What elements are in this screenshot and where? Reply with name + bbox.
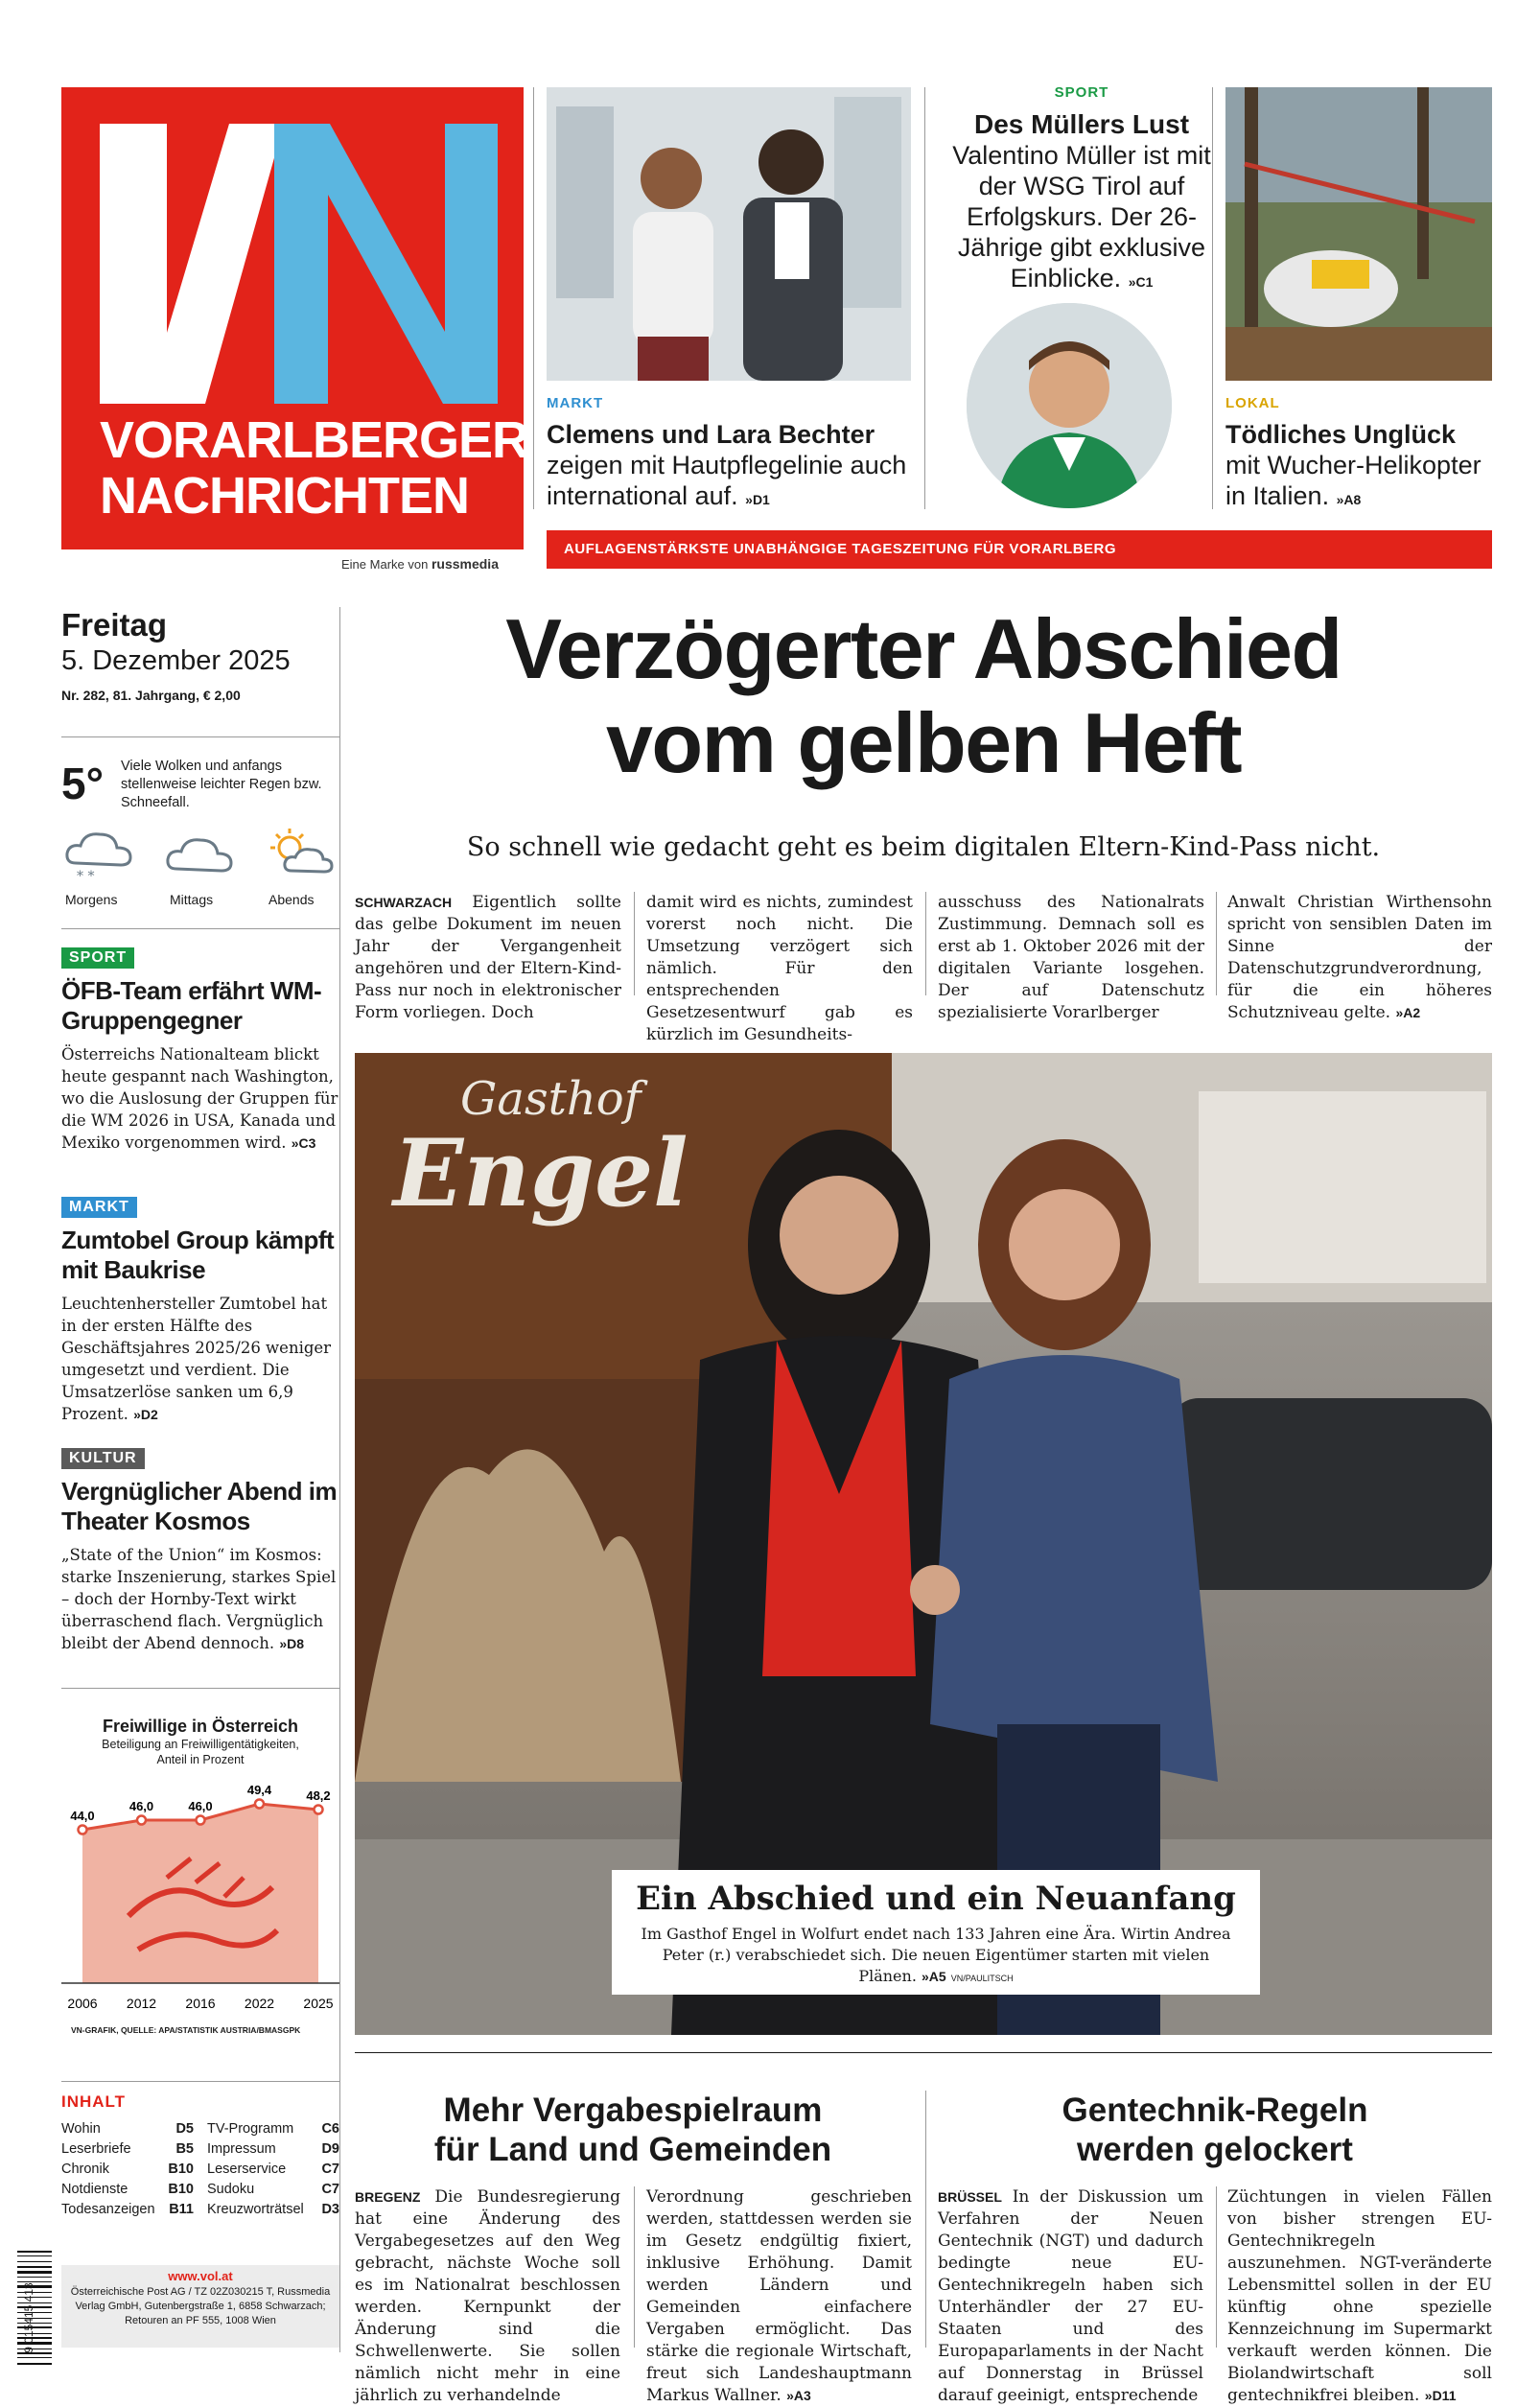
- lead-col-1: [355, 892, 621, 1024]
- bottom-right-col-1: [938, 2186, 1203, 2407]
- photo-caption-title: Ein Abschied und ein Neuanfang: [636, 1880, 1236, 1918]
- sidebar-story-kultur[interactable]: [61, 1448, 339, 1655]
- kultur-divider: [61, 1688, 339, 1689]
- teaser-lokal[interactable]: [1225, 395, 1494, 515]
- teaser-markt-body: zeigen mit Hautpflegelinie auch international auf.: [547, 451, 907, 510]
- teaser-sport-portrait[interactable]: [967, 303, 1172, 508]
- chart-subtitle: Beteiligung an Freiwilligentätigkeiten, Anteil in Prozent: [102, 1738, 299, 1766]
- tagline-text: AUFLAGENSTÄRKSTE UNABHÄNGIGE TAGESZEITUNG FÜR VORARLBERG: [564, 541, 1117, 557]
- sun-cloud-icon: [263, 827, 339, 884]
- bottom-left-headline[interactable]: [355, 2091, 911, 2169]
- teaser-lokal-ref[interactable]: »A8: [1336, 492, 1362, 507]
- chart-x-tick: 2022: [244, 1996, 275, 2011]
- date: 5. Dezember 2025: [61, 645, 291, 676]
- inhalt-item-page: C6: [321, 2121, 339, 2137]
- bottom-right-headline[interactable]: [938, 2091, 1492, 2169]
- people-photo-icon: [547, 87, 911, 381]
- lead-headline[interactable]: [355, 602, 1492, 790]
- chart-title: Freiwillige in Österreich: [102, 1717, 299, 1736]
- lead-headline-line2: vom gelben Heft: [605, 695, 1242, 790]
- bottom-left-dateline: BREGENZ: [355, 2189, 421, 2205]
- teaser-markt-title: Clemens und Lara Bechter: [547, 420, 875, 449]
- photo-credit: VN/PAULITSCH: [950, 1974, 1014, 1983]
- sidebar-body-kultur: „State of the Union“ im Kosmos: starke Inszenierung, starkes Spiel – doch der Hornby-Text wirkt überraschend flach. Vergnüglich bleibt der Abend dennoch.: [61, 1546, 337, 1652]
- teaser-sport[interactable]: [938, 84, 1225, 297]
- teaser-sport-ref[interactable]: »C1: [1128, 274, 1154, 290]
- imprint-box: [61, 2265, 339, 2348]
- chart-source: VN-GRAFIK, QUELLE: APA/STATISTIK AUSTRIA/BMASGPK: [71, 2025, 301, 2035]
- teaser-lokal-tag: LOKAL: [1225, 395, 1280, 411]
- weather-description: Viele Wolken und anfangs stellenweise leichter Regen bzw. Schneefall.: [121, 759, 322, 810]
- teaser-lokal-body: mit Wucher-Helikopter in Italien.: [1225, 451, 1482, 510]
- bottom-left-col-2-text: Verordnung geschrieben werden, stattdessen werden sie im Gesetz endgültig fixiert, inklusive Erhöhung. Damit werden Ländern und Gemeinden einfachere Vergaben ermöglicht. Das stärke die regionale Wirtschaft, freut sich Landeshauptmann Markus Wallner.: [646, 2187, 912, 2405]
- teaser-sport-text: [938, 140, 1225, 297]
- sidebar-text-sport: [61, 1043, 339, 1155]
- sidebar-story-sport[interactable]: [61, 947, 339, 1155]
- lead-col-1-text: Eigentlich sollte das gelbe Dokument im neuen Jahr der Vergangenheit angehören und der Eltern-Kind-Pass nur noch in elektronischer Form vorliegen. Doch: [355, 893, 621, 1022]
- masthead-logo[interactable]: [61, 87, 529, 549]
- weekday: Freitag: [61, 607, 168, 643]
- inhalt-item-label: Notdienste: [61, 2182, 128, 2197]
- issue-info: Nr. 282, 81. Jahrgang, € 2,00: [61, 688, 241, 703]
- inhalt-item-page: B10: [168, 2162, 194, 2177]
- teaser-markt[interactable]: [547, 395, 911, 515]
- sidebar-ref-markt[interactable]: »D2: [133, 1407, 158, 1422]
- inhalt-item[interactable]: [61, 2160, 194, 2180]
- lead-col-divider-2: [925, 892, 926, 995]
- sign-text: [393, 1072, 738, 1227]
- chart-divider: [61, 2081, 339, 2082]
- inhalt-left-list: [61, 2119, 194, 2220]
- chart-data-label: 46,0: [188, 1799, 213, 1813]
- bottom-right-col-2-text: Züchtungen in vielen Fällen von bisher strengen EU-Gentechnikregeln auszunehmen. NGT-veränderte Lebensmittel sollen in der EU künftig ohne spezielle Kennzeichnung im Supermarkt verkauft werden können. Die Biolandwirtschaft soll gentechnikfrei bleiben.: [1227, 2187, 1492, 2405]
- inhalt-item[interactable]: [207, 2119, 339, 2139]
- inhalt-item-label: Leserbriefe: [61, 2141, 131, 2157]
- chart-data-label: 46,0: [128, 1799, 154, 1813]
- photo-bottom-divider: [355, 2052, 1492, 2053]
- sidebar-title-sport: ÖFB-Team erfährt WM-Gruppengegner: [61, 976, 322, 1035]
- inhalt-item-page: C7: [321, 2162, 339, 2177]
- sign-line2: Engel: [393, 1119, 688, 1227]
- weather-period-noon: Mittags: [170, 892, 214, 907]
- helicopter-photo-icon: [1225, 87, 1492, 381]
- chart-x-tick: 2016: [185, 1996, 216, 2011]
- sidebar-title-kultur: Vergnüglicher Abend im Theater Kosmos: [61, 1477, 338, 1535]
- photo-caption-ref[interactable]: »A5: [922, 1969, 946, 1984]
- chart-data-label: 49,4: [246, 1783, 272, 1797]
- sidebar-body-markt: Leuchtenhersteller Zumtobel hat in der ersten Hälfte des Geschäftsjahres 2025/26 weniger umgesetzt und verdient. Die Umsatzerlöse sanken um 6,9 Prozent.: [61, 1295, 332, 1423]
- teaser-lokal-title: Tödliches Unglück: [1225, 420, 1457, 449]
- lead-col-divider-1: [634, 892, 635, 995]
- sidebar-body-sport: Österreichs Nationalteam blickt heute gespannt nach Washington, wo die Auslosung der Gruppen für die WM 2026 in USA, Kanada und Mexiko vorgenommen wird.: [61, 1045, 338, 1152]
- bottom-left-ref[interactable]: »A3: [786, 2388, 811, 2403]
- lead-col-4: [1227, 892, 1492, 1024]
- inhalt-item-label: Wohin: [61, 2121, 101, 2137]
- brand-note-text: Eine Marke von: [341, 557, 429, 572]
- inhalt-right-list: [207, 2119, 339, 2220]
- chart-data-label: 44,0: [70, 1809, 95, 1823]
- lead-col-divider-3: [1216, 892, 1217, 995]
- masthead-name-line2: NACHRICHTEN: [100, 467, 469, 525]
- bottom-left-headline-line2: für Land und Gemeinden: [433, 2131, 832, 2168]
- date-block: [61, 607, 339, 703]
- weather-period-morning: Morgens: [65, 892, 118, 907]
- imprint-text: Österreichische Post AG / TZ 02Z030215 T, Russmedia Verlag GmbH, Gutenbergstraße 1, 6858 Schwarzach; Retouren an PF 555, 1008 Wien: [70, 2286, 331, 2326]
- inhalt-item-label: Leserservice: [207, 2162, 287, 2177]
- sidebar-tag-sport: SPORT: [61, 947, 134, 969]
- teaser-sport-tag: SPORT: [1054, 84, 1109, 101]
- bottom-right-ref[interactable]: »D11: [1424, 2388, 1457, 2403]
- tagline-bar: [547, 530, 1492, 569]
- inhalt-item-label: Chronik: [61, 2162, 109, 2177]
- bottom-right-col-2: [1227, 2186, 1492, 2407]
- imprint-web[interactable]: www.vol.at: [168, 2269, 233, 2283]
- inhalt-item-page: D5: [175, 2121, 194, 2137]
- sidebar-divider: [339, 607, 340, 2352]
- teaser-sport-body: Valentino Müller ist mit der WSG Tirol auf Erfolgskurs. Der 26-Jährige gibt exklusive Einblicke.: [952, 141, 1211, 292]
- cloud-icon: [162, 827, 239, 884]
- barcode-number: 9 015415 413: [22, 2282, 35, 2353]
- teaser-divider-3: [1212, 87, 1213, 509]
- weather-period-evening: Abends: [268, 892, 315, 907]
- weather-temp: 5°: [61, 759, 104, 808]
- bottom-left-col-1-text: Die Bundesregierung hat eine Änderung des Vergabegesetzes auf den Weg gebracht, nächste Woche soll es im Nationalrat beschlossen werden. Kernpunkt der Änderung sind die Schwellenwerte. Sie sollen nämlich nicht mehr in eine jährlich zu verhandelnde: [355, 2187, 621, 2405]
- bottom-right-dateline: BRÜSSEL: [938, 2189, 1002, 2205]
- inhalt-item-label: Impressum: [207, 2141, 276, 2157]
- photo-caption-box: [612, 1870, 1260, 1995]
- chart-x-tick: 2025: [303, 1996, 334, 2011]
- cloud-snow-icon: [61, 827, 138, 884]
- inhalt-item-label: Kreuzworträtsel: [207, 2202, 304, 2217]
- sidebar-tag-kultur: KULTUR: [61, 1448, 145, 1469]
- inhalt-item-page: B11: [169, 2202, 194, 2217]
- lead-col-2: damit wird es nichts, zumindest vorerst noch nicht. Die Umsetzung verzögert sich nämlich. Für den entsprechenden Gesetzesentwurf gab es kürzlich im Gesundheits-: [646, 893, 913, 1044]
- teaser-divider-2: [924, 87, 925, 509]
- bottom-right-headline-line2: werden gelockert: [1077, 2131, 1353, 2168]
- lead-dateline: SCHWARZACH: [355, 895, 453, 910]
- svg-text:* *: * *: [77, 869, 95, 884]
- brand-note: [341, 556, 499, 572]
- teaser-photo-helicopter[interactable]: [1225, 87, 1492, 381]
- chart-data-label: 48,2: [306, 1788, 331, 1803]
- chart-point: [197, 1816, 205, 1825]
- chart-point: [79, 1826, 87, 1834]
- lead-subhead: So schnell wie gedacht geht es beim digitalen Eltern-Kind-Pass nicht.: [466, 832, 1381, 862]
- chart-x-tick: 2006: [67, 1996, 98, 2011]
- teaser-lokal-text: [1225, 419, 1494, 515]
- weather-icons: [61, 827, 339, 913]
- sidebar-text-markt: [61, 1293, 339, 1426]
- teaser-markt-tag: MARKT: [547, 395, 604, 411]
- inhalt-item-page: B10: [168, 2182, 194, 2197]
- inhalt-item-label: Sudoku: [207, 2182, 255, 2197]
- teaser-markt-ref[interactable]: »D1: [745, 492, 770, 507]
- inhalt-item[interactable]: [61, 2180, 194, 2200]
- inhalt-item[interactable]: [207, 2139, 339, 2160]
- lead-headline-line1: Verzögerter Abschied: [505, 601, 1342, 696]
- sidebar-text-kultur: [61, 1544, 339, 1655]
- date-divider: [61, 736, 339, 737]
- bottom-stories-divider: [925, 2091, 926, 2348]
- chart-plot: [61, 1772, 339, 2021]
- teaser-divider-1: [533, 87, 534, 509]
- sidebar-title-markt: Zumtobel Group kämpft mit Baukrise: [61, 1226, 335, 1284]
- chart-point: [315, 1806, 323, 1814]
- main-photo[interactable]: [355, 1053, 1492, 2035]
- teaser-markt-text: [547, 450, 911, 515]
- teaser-sport-title: Des Müllers Lust: [973, 109, 1190, 139]
- portrait-photo-icon: [967, 303, 1172, 508]
- chart-point: [137, 1816, 146, 1825]
- inhalt-item[interactable]: [207, 2180, 339, 2200]
- inhalt-item[interactable]: [61, 2139, 194, 2160]
- inhalt-box: [61, 2092, 339, 2220]
- sign-line1: Gasthof: [460, 1072, 642, 1126]
- bottom-right-headline-line1: Gentechnik-Regeln: [1062, 2092, 1368, 2129]
- photo-caption-text: [612, 1918, 1260, 1989]
- weather-divider: [61, 928, 339, 929]
- lead-col-3: ausschuss des Nationalrats Zustimmung. Demnach soll es erst ab 1. Oktober 2026 mit der digitalen Variante losgehen. Der auf Datenschutz spezialisierte Vorarlberger: [938, 893, 1204, 1022]
- photo-caption-body: Im Gasthof Engel in Wolfurt endet nach 133 Jahren eine Ära. Wirtin Andrea Peter (r.) verabschiedet sich. Die neuen Eigentümer starten mit vielen Plänen.: [641, 1925, 1231, 1985]
- lead-col-4-text: Anwalt Christian Wirthensohn spricht von sensiblen Daten im Sinne der Datenschutzgrundverordnung, für die ein höheres Schutzniveau gelte.: [1227, 893, 1492, 1022]
- volunteer-chart: [61, 1717, 339, 2043]
- bottom-right-col-divider: [1216, 2186, 1217, 2348]
- bottom-left-col-2: [646, 2186, 912, 2407]
- teaser-photo-bechter[interactable]: [547, 87, 911, 381]
- bottom-left-col-1: [355, 2186, 620, 2407]
- inhalt-item[interactable]: [61, 2200, 194, 2220]
- inhalt-title: INHALT: [61, 2092, 127, 2111]
- sidebar-ref-sport[interactable]: »C3: [291, 1135, 316, 1151]
- inhalt-item-page: C7: [321, 2182, 339, 2197]
- inhalt-item-page: D3: [321, 2202, 339, 2217]
- bottom-left-headline-line1: Mehr Vergabespielraum: [443, 2092, 823, 2129]
- inhalt-item[interactable]: [61, 2119, 194, 2139]
- chart-x-tick: 2012: [126, 1996, 157, 2011]
- masthead-name-line1: VORARLBERGER: [100, 411, 529, 469]
- inhalt-item-page: B5: [175, 2141, 194, 2157]
- brand-name: russmedia: [431, 556, 499, 572]
- lead-ref[interactable]: »A2: [1395, 1005, 1421, 1020]
- inhalt-item[interactable]: [207, 2200, 339, 2220]
- chart-point: [255, 1800, 264, 1809]
- bottom-left-col-divider: [634, 2186, 635, 2348]
- sidebar-ref-kultur[interactable]: »D8: [279, 1636, 305, 1651]
- inhalt-item-label: Todesanzeigen: [61, 2202, 155, 2217]
- inhalt-item-label: TV-Programm: [207, 2121, 294, 2137]
- inhalt-item-page: D9: [321, 2141, 339, 2157]
- sidebar-story-markt[interactable]: [61, 1197, 339, 1426]
- bottom-right-col-1-text: In der Diskussion um Verfahren der Neuen Gentechnik (NGT) und dadurch bedingte neue EU-Gentechnikregeln haben sich Unterhändler der 27 EU-Staaten und des Europaparlaments in der Nacht auf Donnerstag in Brüssel darauf geeinigt, entsprechende: [938, 2187, 1203, 2405]
- inhalt-item[interactable]: [207, 2160, 339, 2180]
- sidebar-tag-markt: MARKT: [61, 1197, 137, 1218]
